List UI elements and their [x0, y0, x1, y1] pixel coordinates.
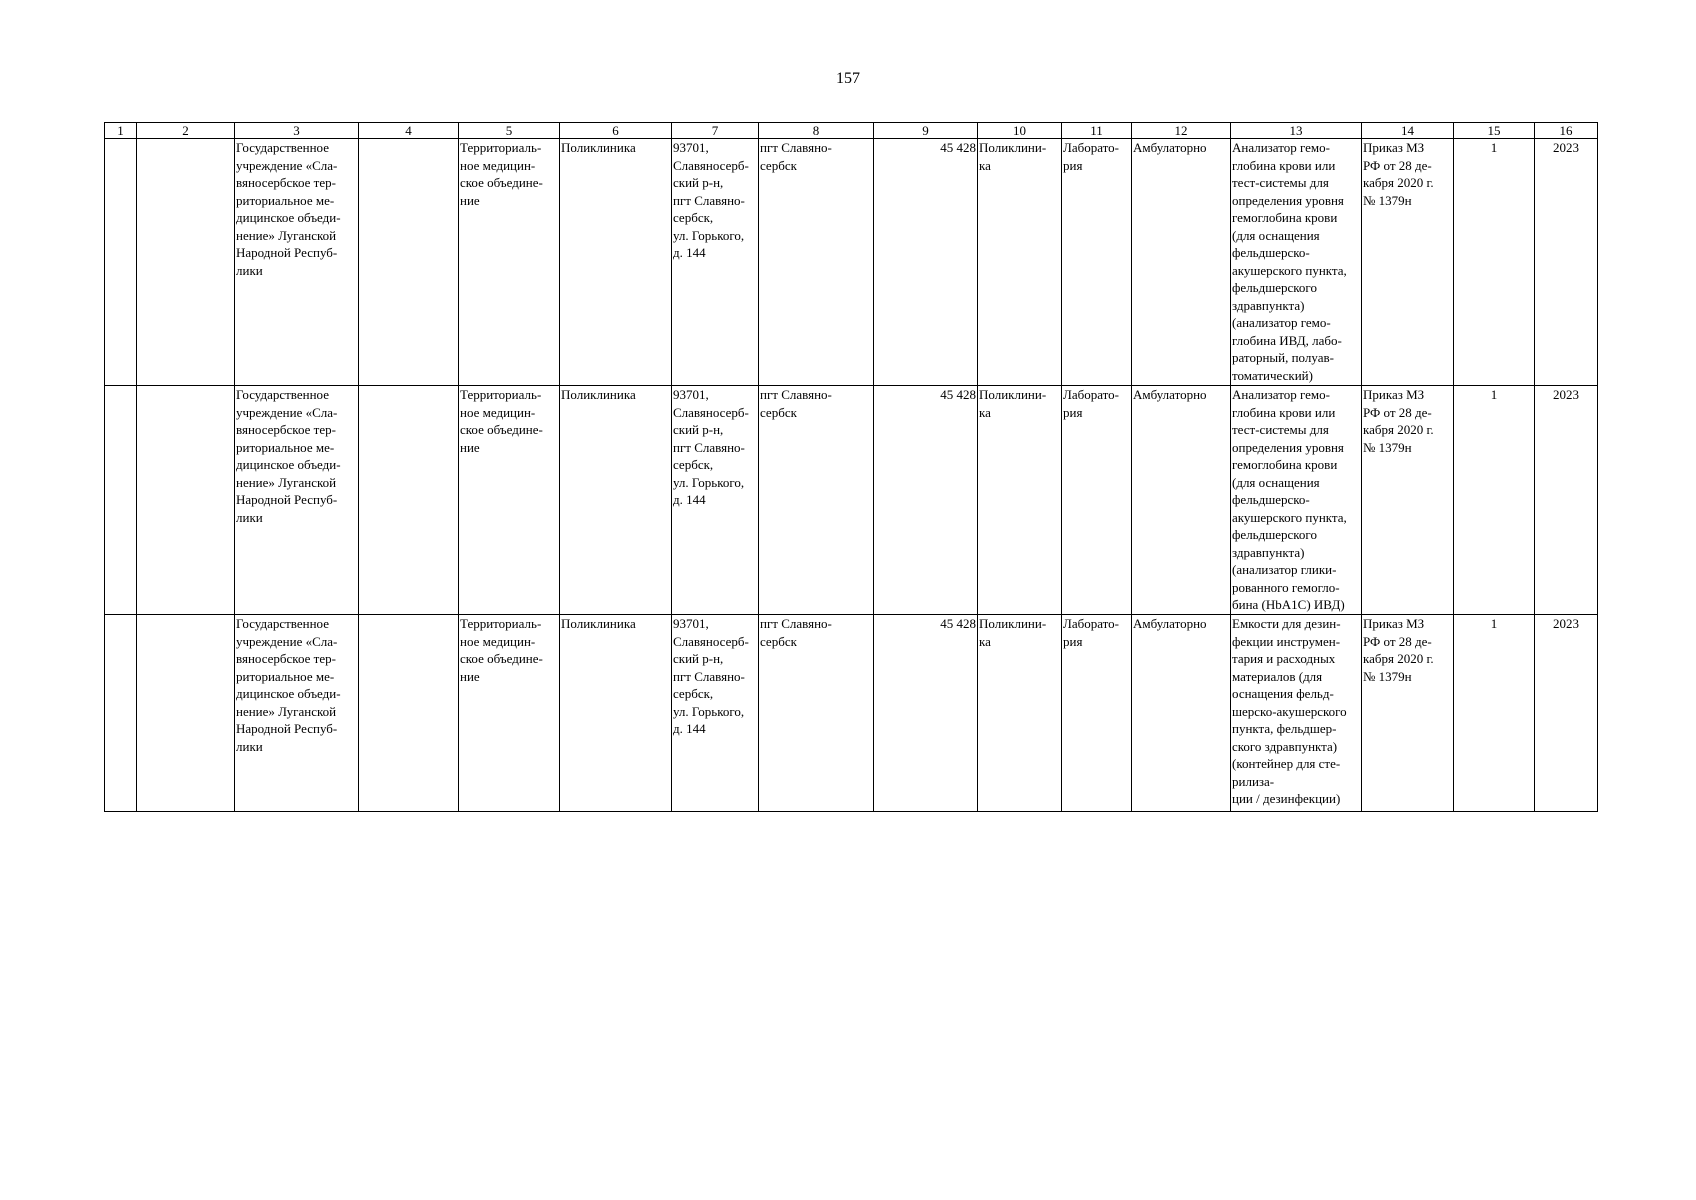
cell-org-type: Территориаль- ное медицин- ское объедине- ние — [459, 386, 560, 615]
column-header: 14 — [1362, 123, 1454, 139]
column-header: 8 — [759, 123, 874, 139]
cell-unit: Поликлини- ка — [978, 615, 1062, 812]
cell-col1 — [105, 386, 137, 615]
cell-org-type: Территориаль- ное медицин- ское объедине- ние — [459, 615, 560, 812]
cell-order: Приказ МЗ РФ от 28 де- кабря 2020 г. № 1379н — [1362, 386, 1454, 615]
column-header: 16 — [1535, 123, 1598, 139]
column-header: 6 — [560, 123, 672, 139]
cell-quantity: 1 — [1454, 139, 1535, 386]
cell-institution: Государственное учреждение «Сла- вяносербское тер- риториальное ме- дицинское объеди- нение» Луганской Народной Респуб- лики — [235, 615, 359, 812]
page-number: 157 — [836, 70, 860, 87]
cell-population: 45 428 — [874, 615, 978, 812]
cell-col1 — [105, 615, 137, 812]
column-header: 1 — [105, 123, 137, 139]
column-header: 7 — [672, 123, 759, 139]
cell-col2 — [137, 615, 235, 812]
column-header: 11 — [1062, 123, 1132, 139]
cell-facility: Поликлиника — [560, 386, 672, 615]
cell-unit: Поликлини- ка — [978, 139, 1062, 386]
cell-settlement: пгт Славяно- сербск — [759, 386, 874, 615]
column-header: 4 — [359, 123, 459, 139]
cell-quantity: 1 — [1454, 615, 1535, 812]
cell-facility: Поликлиника — [560, 615, 672, 812]
cell-department: Лаборато- рия — [1062, 386, 1132, 615]
cell-facility: Поликлиника — [560, 139, 672, 386]
cell-col4 — [359, 139, 459, 386]
cell-department: Лаборато- рия — [1062, 615, 1132, 812]
cell-col4 — [359, 386, 459, 615]
cell-year: 2023 — [1535, 615, 1598, 812]
cell-address: 93701, Славяносерб- ский р-н, пгт Славяно- сербск, ул. Горького, д. 144 — [672, 139, 759, 386]
cell-col4 — [359, 615, 459, 812]
cell-year: 2023 — [1535, 386, 1598, 615]
column-header: 12 — [1132, 123, 1231, 139]
cell-institution: Государственное учреждение «Сла- вяносербское тер- риториальное ме- дицинское объеди- нение» Луганской Народной Респуб- лики — [235, 386, 359, 615]
column-header: 5 — [459, 123, 560, 139]
cell-order: Приказ МЗ РФ от 28 де- кабря 2020 г. № 1379н — [1362, 139, 1454, 386]
column-header: 9 — [874, 123, 978, 139]
cell-col2 — [137, 386, 235, 615]
cell-care-type: Амбулаторно — [1132, 615, 1231, 812]
column-header: 2 — [137, 123, 235, 139]
cell-equipment: Анализатор гемо- глобина крови или тест-системы для определения уровня гемоглобина крови (для оснащения фельдшерско- акушерского пункта, фельдшерского здравпункта) (анализатор гемо- глобина ИВД, лабо- раторный, полуав- томатический) — [1231, 139, 1362, 386]
cell-address: 93701, Славяносерб- ский р-н, пгт Славяно- сербск, ул. Горького, д. 144 — [672, 615, 759, 812]
cell-population: 45 428 — [874, 139, 978, 386]
equipment-table — [104, 122, 1598, 812]
table-row — [105, 386, 1598, 615]
cell-settlement: пгт Славяно- сербск — [759, 139, 874, 386]
cell-equipment: Емкости для дезин- фекции инструмен- тария и расходных материалов (для оснащения фельд- шерско-акушерского пункта, фельдшер- ского здравпункта) (контейнер для сте- рилиза- ции / дезинфекции) — [1231, 615, 1362, 812]
column-header: 15 — [1454, 123, 1535, 139]
column-number-row — [105, 123, 1598, 139]
cell-institution: Государственное учреждение «Сла- вяносербское тер- риториальное ме- дицинское объеди- нение» Луганской Народной Респуб- лики — [235, 139, 359, 386]
cell-col1 — [105, 139, 137, 386]
cell-year: 2023 — [1535, 139, 1598, 386]
cell-col2 — [137, 139, 235, 386]
table-row — [105, 139, 1598, 386]
column-header: 10 — [978, 123, 1062, 139]
cell-population: 45 428 — [874, 386, 978, 615]
cell-care-type: Амбулаторно — [1132, 139, 1231, 386]
cell-order: Приказ МЗ РФ от 28 де- кабря 2020 г. № 1379н — [1362, 615, 1454, 812]
cell-quantity: 1 — [1454, 386, 1535, 615]
cell-care-type: Амбулаторно — [1132, 386, 1231, 615]
cell-org-type: Территориаль- ное медицин- ское объедине- ние — [459, 139, 560, 386]
cell-department: Лаборато- рия — [1062, 139, 1132, 386]
cell-equipment: Анализатор гемо- глобина крови или тест-системы для определения уровня гемоглобина крови (для оснащения фельдшерско- акушерского пункта, фельдшерского здравпункта) (анализатор глики- рованного гемогло- бина (HbA1C) ИВД) — [1231, 386, 1362, 615]
cell-address: 93701, Славяносерб- ский р-н, пгт Славяно- сербск, ул. Горького, д. 144 — [672, 386, 759, 615]
column-header: 13 — [1231, 123, 1362, 139]
cell-unit: Поликлини- ка — [978, 386, 1062, 615]
column-header: 3 — [235, 123, 359, 139]
cell-settlement: пгт Славяно- сербск — [759, 615, 874, 812]
table-row — [105, 615, 1598, 812]
